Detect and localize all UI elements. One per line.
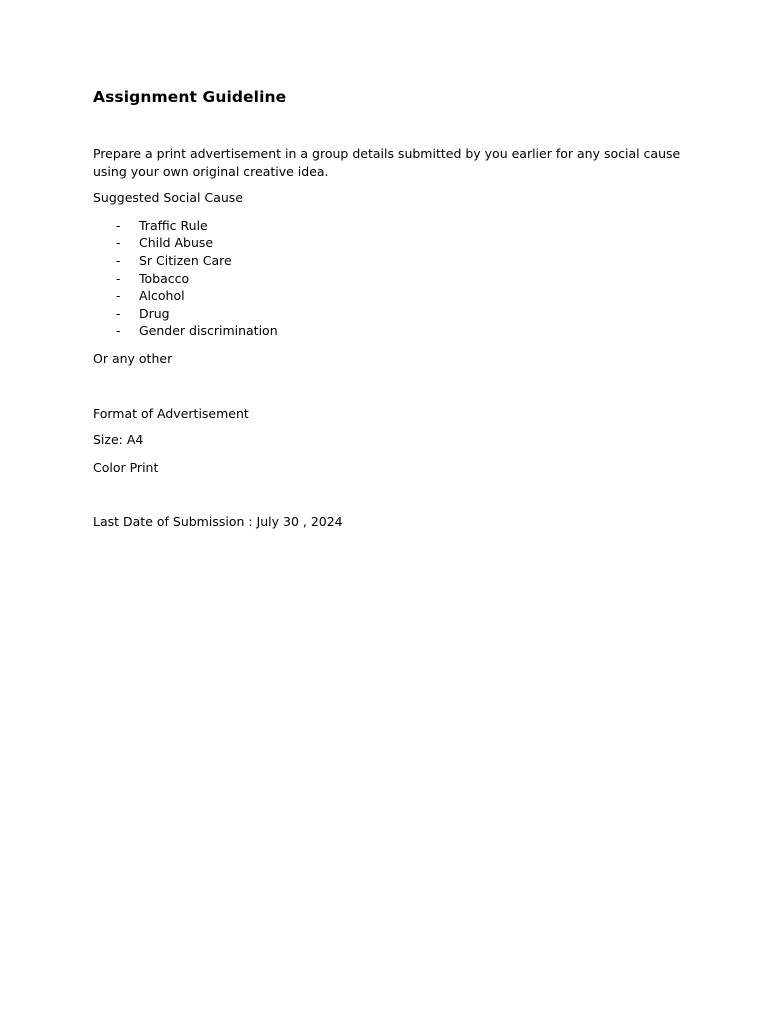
bullet-dash: - xyxy=(116,305,121,321)
other-cause-text: Or any other xyxy=(93,350,173,366)
cause-label: Sr Citizen Care xyxy=(139,252,232,268)
cause-label: Drug xyxy=(139,305,170,321)
cause-label: Child Abuse xyxy=(139,235,214,251)
document-body xyxy=(93,86,683,531)
format-heading: Format of Advertisement xyxy=(93,405,249,421)
bullet-dash: - xyxy=(116,252,121,268)
cause-label: Gender discrimination xyxy=(139,323,278,339)
list-item xyxy=(93,252,683,270)
suggested-cause-heading: Suggested Social Cause xyxy=(93,190,243,206)
list-item xyxy=(93,305,683,323)
cause-label: Tobacco xyxy=(139,270,190,286)
size-spec: Size: A4 xyxy=(93,432,144,448)
submission-deadline: Last Date of Submission : July 30 , 2024 xyxy=(93,514,343,530)
list-item xyxy=(93,217,683,235)
cause-list xyxy=(93,217,683,340)
page-title: Assignment Guideline xyxy=(93,88,287,106)
bullet-dash: - xyxy=(116,270,121,286)
color-print-spec: Color Print xyxy=(93,459,159,475)
bullet-dash: - xyxy=(116,217,121,233)
bullet-dash: - xyxy=(116,323,121,339)
list-item xyxy=(93,270,683,288)
cause-label: Traffic Rule xyxy=(139,217,208,233)
bullet-dash: - xyxy=(116,288,121,304)
list-item xyxy=(93,322,683,340)
cause-label: Alcohol xyxy=(139,288,185,304)
list-item xyxy=(93,287,683,305)
bullet-dash: - xyxy=(116,235,121,251)
list-item xyxy=(93,234,683,252)
intro-paragraph: Prepare a print advertisement in a group details submitted by you earlier for any social cause using your own original creative idea. xyxy=(93,146,681,179)
